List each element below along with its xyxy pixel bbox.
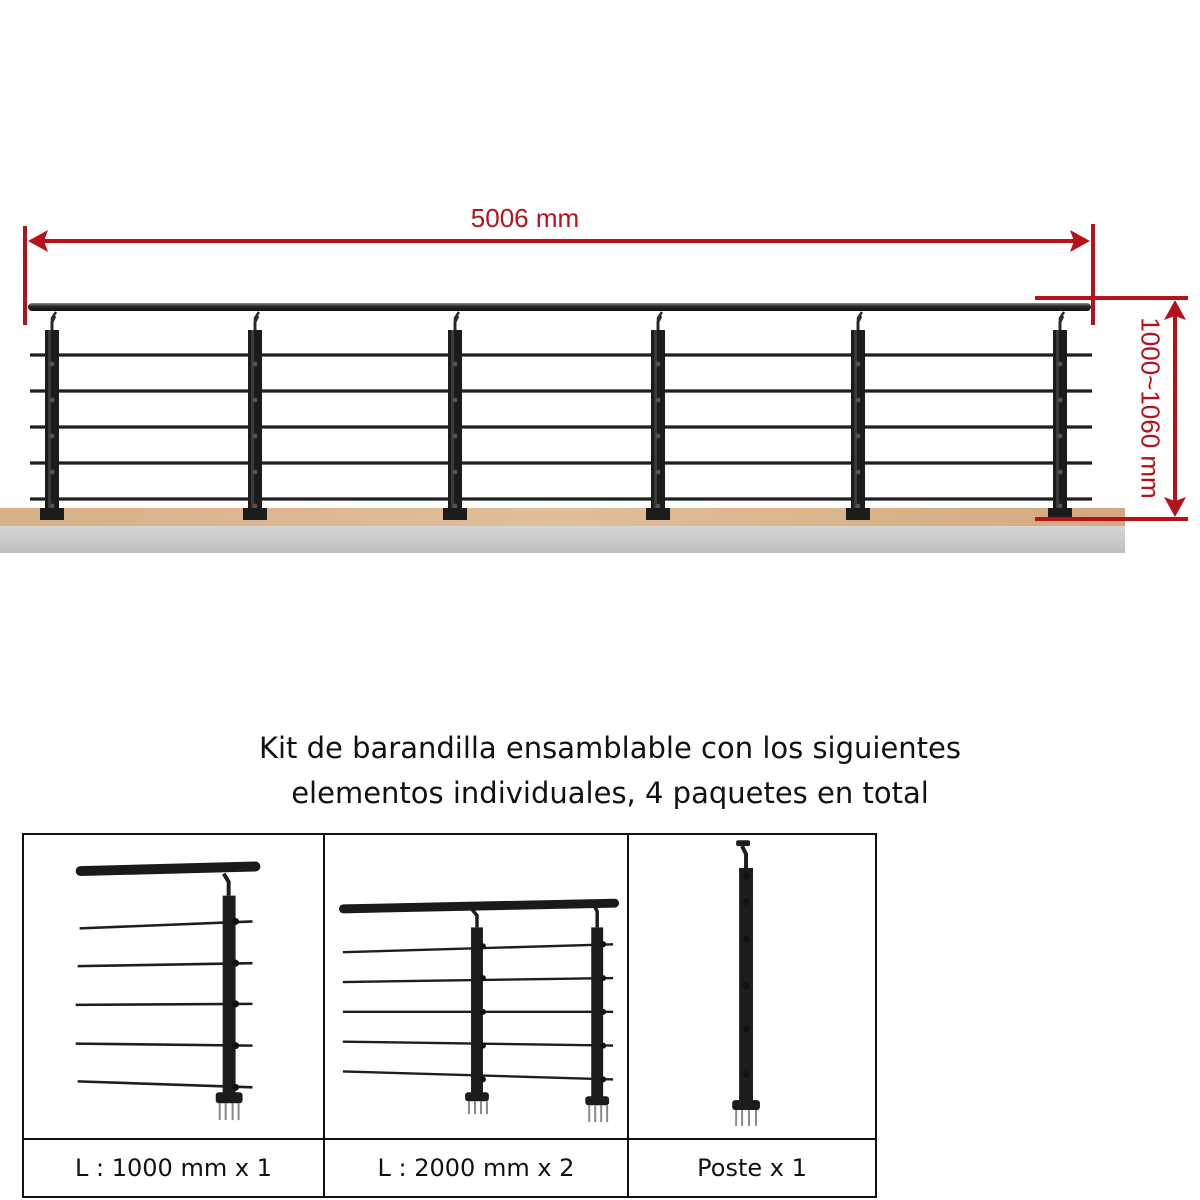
- handrail: [28, 303, 1091, 311]
- package-2000mm-label: L : 2000 mm x 2: [325, 1138, 627, 1196]
- kit-description-line-2: elementos individuales, 4 paquetes en total: [291, 776, 929, 810]
- post-connectors: [52, 312, 1064, 330]
- kit-description: [150, 726, 1070, 816]
- package-1000mm-label: L : 1000 mm x 1: [24, 1138, 323, 1196]
- package-2000mm: [325, 835, 629, 1196]
- concrete-slab: [0, 525, 1125, 553]
- package-post: [629, 835, 875, 1196]
- package-post-label: Poste x 1: [629, 1138, 875, 1196]
- package-1000mm: [24, 835, 325, 1196]
- post-illustration: [629, 835, 875, 1138]
- infill-rods: [30, 355, 1092, 499]
- height-dimension-label: 1000~1060 mm: [1135, 317, 1166, 499]
- width-dimension-label: 5006 mm: [470, 203, 580, 233]
- posts: [40, 316, 1072, 520]
- packages-table: [22, 833, 877, 1198]
- railing-1000mm-illustration: [24, 835, 323, 1138]
- railing-2000mm-illustration: [325, 835, 627, 1138]
- wooden-deck: [0, 508, 1125, 526]
- kit-description-line-1: Kit de barandilla ensamblable con los siguientes: [258, 731, 962, 765]
